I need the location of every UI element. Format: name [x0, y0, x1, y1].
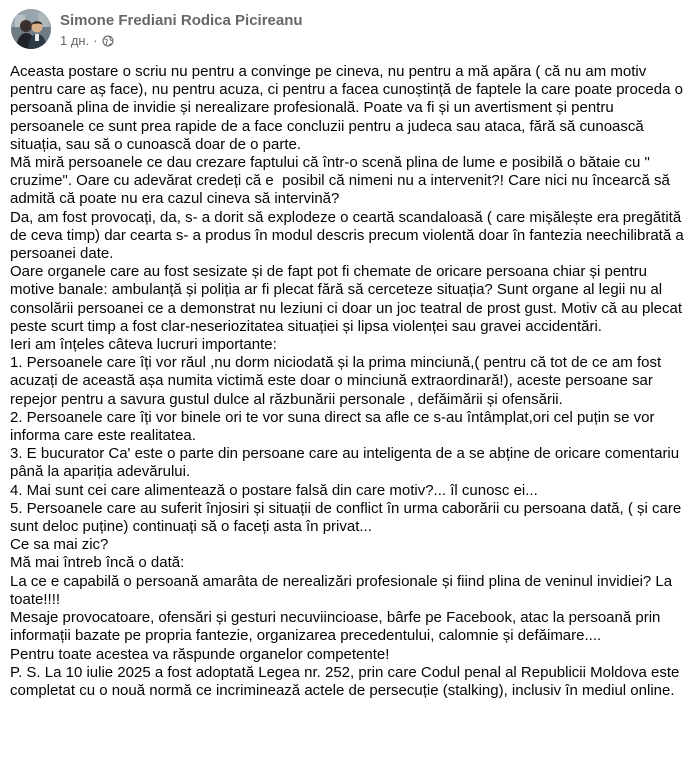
post-paragraph: Mă mai întreb încă o dată:	[10, 554, 185, 572]
post-paragraph: Ieri am înțeles câteva lucruri importante:	[10, 336, 277, 354]
post-paragraph: 5. Persoanele care au suferit înjosiri și situații de conflict în urma caborării cu persoana dată, ( și care sunt deloc puține) continuați să o faceți asta în privat...	[10, 499, 686, 536]
post-paragraph: 1. Persoanele care îți vor răul ,nu dorm niciodată și la prima minciună,( pentru că tot de ce am fost acuzați de această așa numita victimă este doar o minciună extraordinară!), aceste persoane sar repejor pentru a savura gustul dulce al răzbunării personale , defăimării și ofensării.	[10, 354, 666, 408]
profile-photo-icon	[11, 9, 51, 49]
author-name[interactable]: Simone Frediani Rodica Picireanu	[60, 12, 303, 29]
post-body	[10, 63, 691, 700]
post-paragraph: 2. Persoanele care îți vor binele ori te vor suna direct sa afle ce s-au întâmplat,ori cel puțin se vor informa care este realitatea.	[10, 408, 659, 445]
post-paragraph: Mesaje provocatoare, ofensări și gesturi necuviincioase, bârfe pe Facebook, atac la persoană prin informații bazate pe propria fantezie, organizarea precedentului, calomnie și defăimare....	[10, 609, 665, 645]
post-paragraph: La ce e capabilă o persoană amarâta de nerealizări profesionale și fiind plina de veninul invidiei? La toate!!!!	[10, 572, 677, 608]
post-paragraph: Oare organele care au fost sesizate și de fapt pot fi chemate de oricare persoana chiar și pentru motive banale: ambulanță și poliția ar fi plecat fără să cerceteze situația? Sunt organe al legii nu al consolării persoanei ce a demonstrat nu leziuni ci doar un joc teatral de prost gust. Motiv că au plecat peste scurt timp a fost clar-neseriozitatea situației și lipsa violenței sau gravei accidentări.	[10, 263, 691, 335]
post-timestamp[interactable]: 1 дн.	[60, 33, 90, 48]
post-paragraph: 4. Mai sunt cei care alimentează o postare falsă din care motiv?... îl cunosc ei...	[10, 481, 538, 499]
post-paragraph: P. S. La 10 iulie 2025 a fost adoptată Legea nr. 252, prin care Codul penal al Republicii Moldova este completat cu o nouă normă ce incriminează actele de persecuție (stalking), inclusiv în mediul online.	[10, 663, 684, 699]
header-text	[60, 11, 303, 49]
post-paragraph: Da, am fost provocați, da, s- a dorit să explodeze o ceartă scandaloasă ( care mișălește era pregătită de ceva timp) dar cearta s- a produs în modul descris precum violentă doar în fantezia neechilibrată a persoanei date.	[10, 208, 688, 263]
globe-icon[interactable]	[102, 35, 114, 47]
post-paragraph: 3. E bucurator Ca' este o parte din persoane care au inteligenta de a se abține de oricare comentariu până la apariția adevărului.	[10, 445, 684, 481]
post-paragraph: Aceasta postare o scriu nu pentru a convinge pe cineva, nu pentru a mă apăra ( că nu am motiv pentru care aș face), nu pentru acuza, ci pentru a facea cunoștință de faptele la care poate proceda o persoană plina de invidie și nerealizare profesională. Poate va fi și un avertisment și pentru persoanele ce sunt prea rapide de a face concluzii pentru a judeca sau ataca, fără să cunoască situația, sau să o cunoască doar de o parte.	[10, 63, 688, 153]
post-meta	[60, 32, 303, 49]
post-header	[11, 9, 303, 53]
avatar[interactable]	[11, 9, 51, 49]
post-paragraph: Ce sa mai zic?	[10, 536, 109, 554]
meta-separator: ·	[93, 33, 98, 48]
post-paragraph: Mă miră persoanele ce dau crezare faptului că într-o scenă plina de lume e posibilă o bătaie cu " cruzime". Oare cu adevărat credeți că e posibil că nimeni nu a intervenit?! Care nici nu încearcă să admită că poate nu era cazul cineva să intervină?	[10, 154, 674, 208]
post-paragraph: Pentru toate acestea va răspunde organelor competente!	[10, 645, 390, 663]
